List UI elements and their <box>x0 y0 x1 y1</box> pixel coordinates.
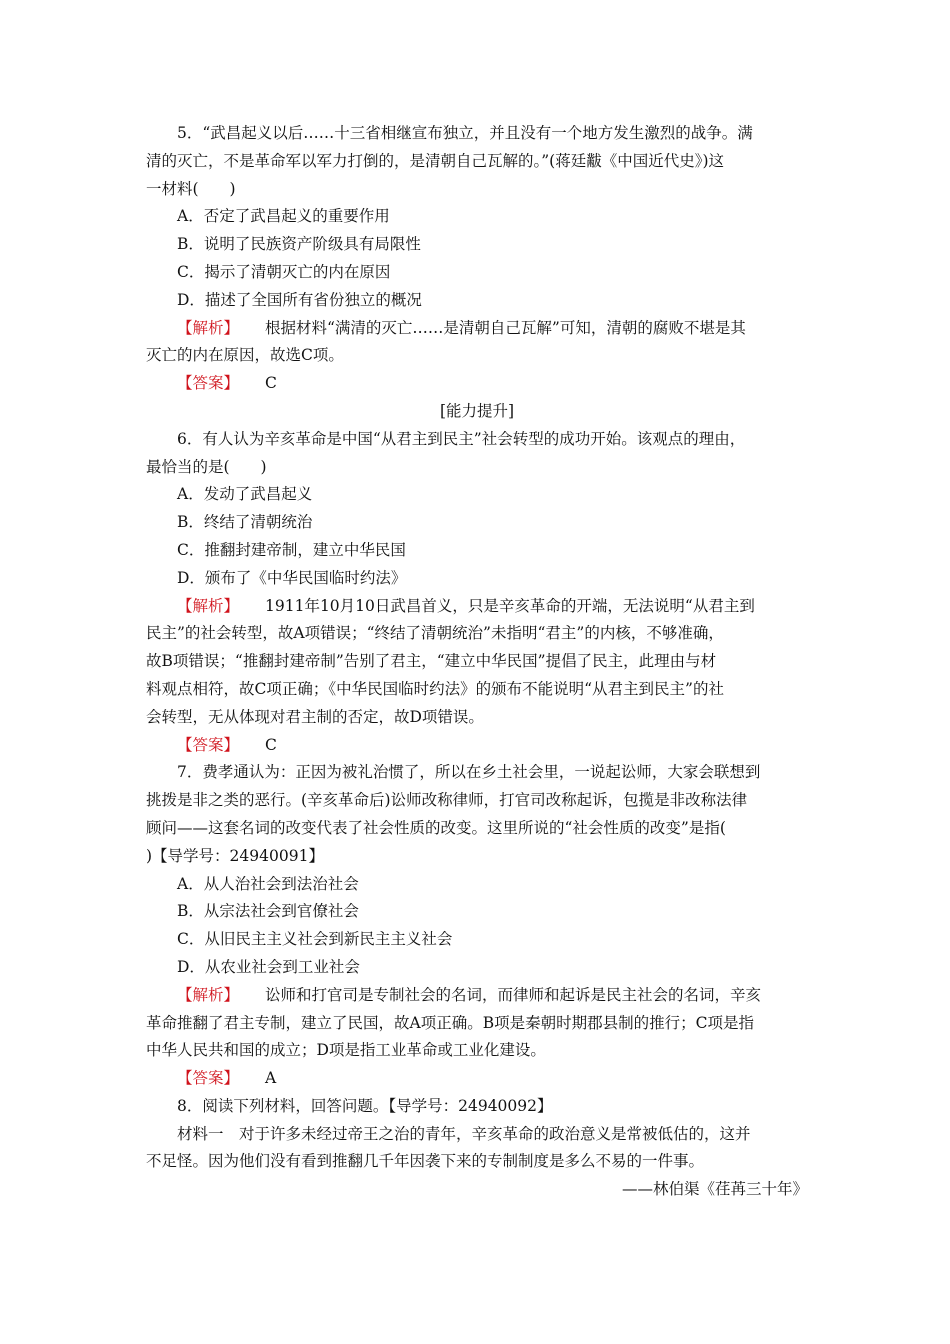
analysis-text: 根据材料“满清的灭亡……是清朝自己瓦解”可知，清朝的腐败不堪是其 <box>265 318 746 337</box>
analysis-line <box>146 593 808 621</box>
answer-value: C <box>265 374 277 393</box>
answer-tag: 【答案】 <box>177 374 240 393</box>
question-stem-line: 顾问——这套名词的改变代表了社会性质的改变。这里所说的“社会性质的改变”是指( <box>146 818 726 837</box>
option-c: C．从旧民主主义社会到新民主主义社会 <box>177 930 453 949</box>
analysis-text: 1911年10月10日武昌首义，只是辛亥革命的开端，无法说明“从君主到 <box>265 596 755 615</box>
analysis-line: 革命推翻了君主专制，建立了民国，故A项正确。B项是秦朝时期郡县制的推行；C项是指 <box>146 1013 754 1032</box>
material-source: ——林伯渠《荏苒三十年》 <box>621 1180 808 1199</box>
answer-line <box>146 1065 808 1093</box>
analysis-line: 故B项错误；“推翻封建帝制”告别了君主，“建立中华民国”提倡了民主，此理由与材 <box>146 652 717 671</box>
question-stem-line: 5．“武昌起义以后……十三省相继宣布独立，并且没有一个地方发生激烈的战争。满 <box>177 124 753 142</box>
option-a: A．从人治社会到法治社会 <box>177 874 359 893</box>
analysis-text: 讼师和打官司是专制社会的名词，而律师和起诉是民主社会的名词，辛亥 <box>265 985 762 1004</box>
analysis-tag: 【解析】 <box>177 596 240 615</box>
material-line: 不足怪。因为他们没有看到推翻几千年因袭下来的专制制度是多么不易的一件事。 <box>146 1152 705 1171</box>
option-b: B．从宗法社会到官僚社会 <box>177 902 359 921</box>
analysis-line: 民主”的社会转型，故A项错误；“终结了清朝统治”未指明“君主”的内核，不够准确， <box>146 624 724 643</box>
option-d: D．从农业社会到工业社会 <box>177 957 360 976</box>
question-stem-line: 清的灭亡，不是革命军以军力打倒的，是清朝自己瓦解的。”(蒋廷黻《中国近代史》)这 <box>146 151 725 170</box>
option-b: B．终结了清朝统治 <box>177 513 313 532</box>
question-stem-line: 一材料( ) <box>146 179 236 198</box>
answer-line <box>146 732 808 760</box>
analysis-tag: 【解析】 <box>177 318 240 337</box>
answer-tag: 【答案】 <box>177 1069 240 1088</box>
document-page <box>146 120 808 1204</box>
analysis-tag: 【解析】 <box>177 985 240 1004</box>
option-d: D．颁布了《中华民国临时约法》 <box>177 568 407 587</box>
material-line: 材料一 对于许多未经过帝王之治的青年，辛亥革命的政治意义是常被低估的，这并 <box>177 1124 751 1143</box>
question-5 <box>146 120 808 398</box>
question-stem-line: 8．阅读下列材料，回答问题。【导学号：24940092】 <box>177 1096 553 1115</box>
question-7 <box>146 759 808 1093</box>
question-stem-line: 6．有人认为辛亥革命是中国“从君主到民主”社会转型的成功开始。该观点的理由， <box>177 429 746 448</box>
analysis-line: 会转型，无从体现对君主制的否定，故D项错误。 <box>146 707 484 726</box>
question-stem-line: )【导学号：24940091】 <box>146 846 324 865</box>
analysis-line: 料观点相符，故C项正确；《中华民国临时约法》的颁布不能说明“从君主到民主”的社 <box>146 679 724 698</box>
analysis-line <box>146 982 808 1010</box>
option-a: A．否定了武昌起义的重要作用 <box>177 207 390 226</box>
analysis-line: 中华人民共和国的成立；D项是指工业革命或工业化建设。 <box>146 1041 546 1060</box>
answer-value: A <box>265 1069 277 1088</box>
answer-value: C <box>265 735 277 754</box>
question-stem-line: 挑拨是非之类的恶行。(辛亥革命后)讼师改称律师，打官司改称起诉，包揽是非改称法律 <box>146 791 748 810</box>
question-6 <box>146 426 808 760</box>
option-c: C．推翻封建帝制，建立中华民国 <box>177 540 406 559</box>
analysis-line: 灭亡的内在原因，故选C项。 <box>146 346 344 365</box>
question-stem-line: 最恰当的是( ) <box>146 457 267 476</box>
section-title: [能力提升] <box>439 401 515 420</box>
option-a: A．发动了武昌起义 <box>177 485 313 504</box>
option-b: B．说明了民族资产阶级具有局限性 <box>177 235 421 254</box>
answer-tag: 【答案】 <box>177 735 240 754</box>
analysis-line <box>146 315 808 343</box>
question-stem-line: 7．费孝通认为：正因为被礼治惯了，所以在乡土社会里，一说起讼师，大家会联想到 <box>177 763 761 782</box>
answer-line <box>146 370 808 398</box>
option-c: C．揭示了清朝灭亡的内在原因 <box>177 262 391 281</box>
option-d: D．描述了全国所有省份独立的概况 <box>177 290 422 309</box>
question-8 <box>146 1093 808 1204</box>
